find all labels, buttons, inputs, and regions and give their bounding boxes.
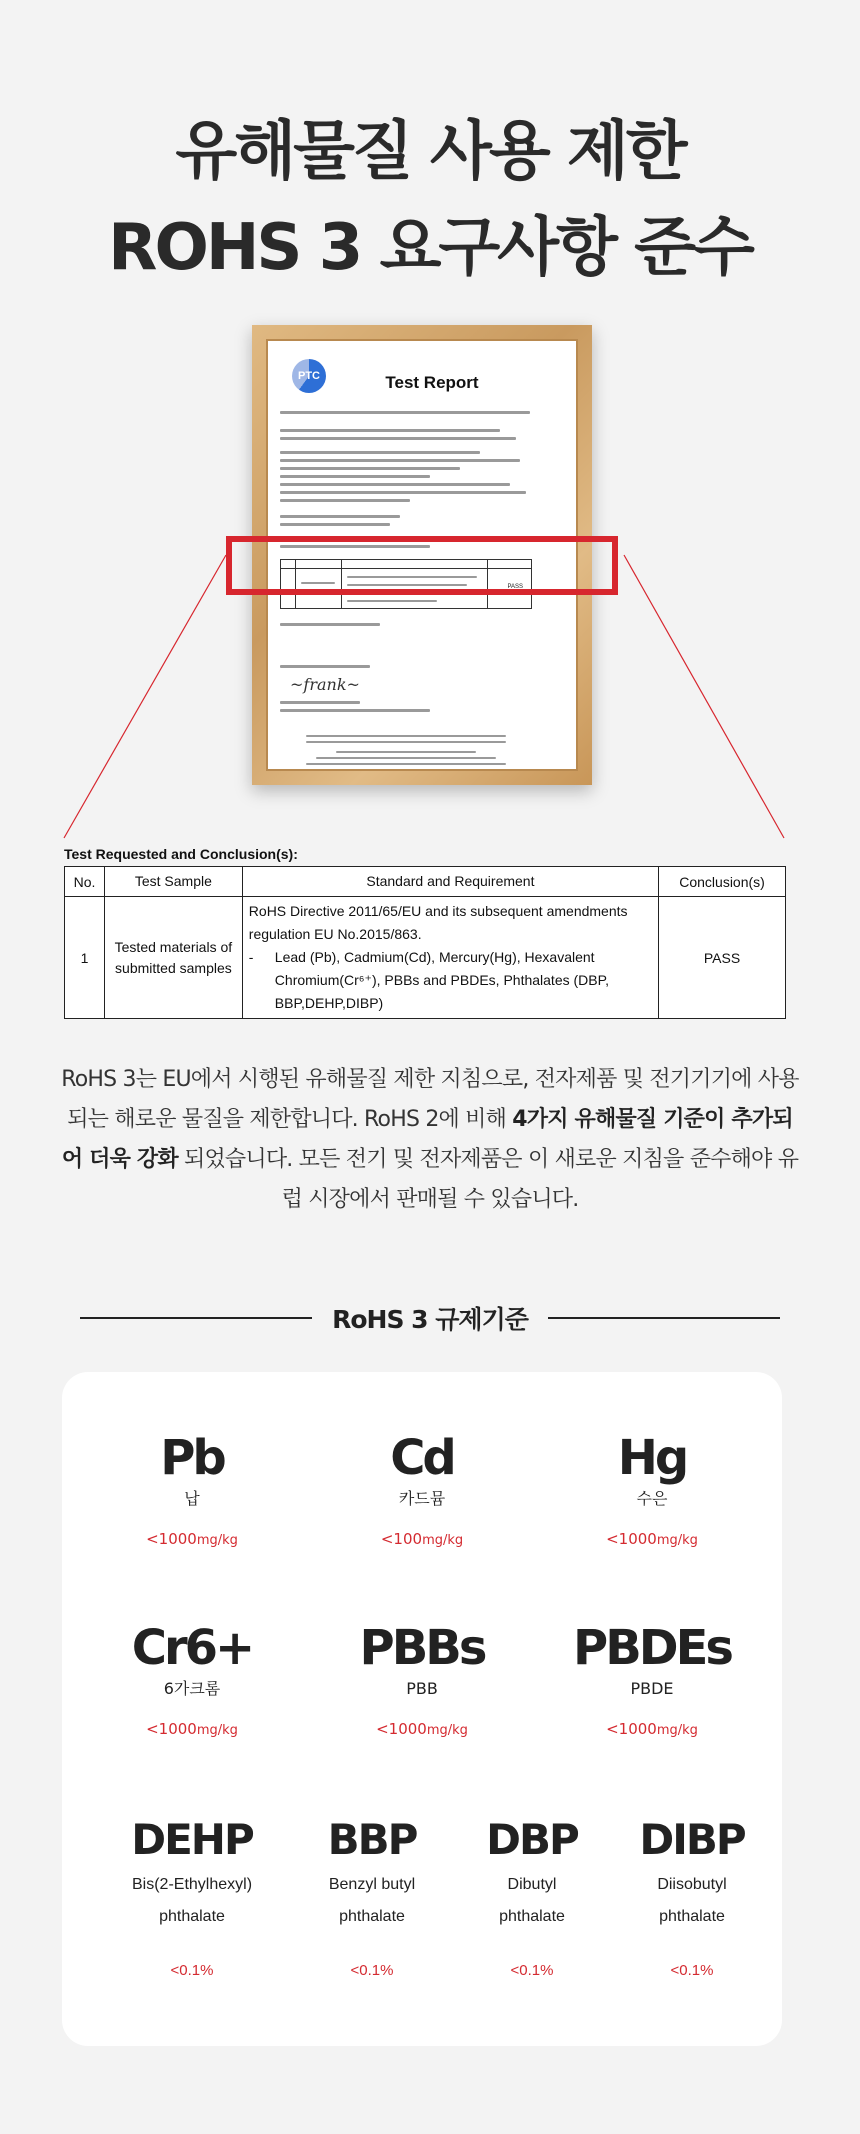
element-name: Diisobutyl [657, 1876, 727, 1893]
conclusion-table [64, 866, 786, 1019]
element-symbol: Cd [390, 1430, 454, 1486]
report-text-line [280, 437, 516, 440]
highlight-box [226, 536, 618, 595]
report-text-line [336, 751, 476, 753]
element-name: 카드뮴 [398, 1489, 446, 1508]
element-limit: <0.1% [510, 1962, 554, 1979]
report-text-line [280, 499, 410, 502]
report-text-line [280, 429, 500, 432]
standard-bullet-text: Lead (Pb), Cadmium(Cd), Mercury(Hg), Hexavalent Chromium(Cr⁶⁺), PBBs and PBDEs, Phthalates (DBP, BBP,DEHP,DIBP) [274, 949, 610, 1011]
element-name: PBB [406, 1679, 438, 1698]
element-limit: <100mg/kg [380, 1530, 464, 1548]
element-name: Dibutyl [507, 1876, 557, 1893]
cell-standard [242, 897, 658, 1019]
element-name: phthalate [499, 1908, 565, 1925]
report-text-line [306, 735, 506, 737]
element-symbol: DEHP [131, 1815, 253, 1864]
description-part-2: 되었습니다. 모든 전기 및 전자제품은 이 새로운 지침을 준수해야 유럽 시장에서 판매될 수 있습니다. [177, 1147, 799, 1212]
element-cd [352, 1430, 492, 1548]
report-text-line [280, 483, 510, 486]
element-symbol: DBP [486, 1815, 578, 1864]
header-standard: Standard and Requirement [242, 867, 658, 897]
report-title: Test Report [385, 373, 479, 392]
bullet-dash: - [248, 949, 254, 965]
element-hg [582, 1430, 722, 1548]
report-text-line [280, 491, 526, 494]
report-text-line [280, 515, 400, 518]
element-name: Benzyl butyl [328, 1876, 416, 1893]
element-name: phthalate [159, 1908, 225, 1925]
element-name: Bis(2-Ethylhexyl) [131, 1876, 253, 1893]
conclusion-section [64, 846, 786, 1019]
headline-line-1: 유해물질 사용 제한 [175, 115, 685, 189]
report-text-line [280, 467, 460, 470]
standard-line: RoHS Directive 2011/65/EU and its subsequent amendments regulation EU No.2015/863. [248, 903, 628, 942]
report-text-line [280, 475, 430, 478]
divider-right [548, 1317, 780, 1319]
divider-left [80, 1317, 312, 1319]
element-name: 수은 [636, 1489, 668, 1508]
element-limit: <0.1% [670, 1962, 714, 1979]
element-symbol: PBBs [359, 1620, 485, 1676]
element-dehp [112, 1812, 272, 1979]
standard-bullet [249, 946, 652, 1015]
element-limit: <1000mg/kg [606, 1530, 698, 1548]
element-cr6 [112, 1620, 272, 1738]
callout-line-left [64, 555, 226, 838]
callout-line-right [624, 555, 784, 838]
report-text-line [280, 459, 520, 462]
report-text-line [280, 701, 360, 704]
element-dibp [617, 1812, 767, 1979]
section-title [80, 1300, 780, 1336]
element-limit: <0.1% [170, 1962, 214, 1979]
element-symbol: PBDEs [573, 1620, 731, 1676]
element-limit: <0.1% [350, 1962, 394, 1979]
element-pb [122, 1430, 262, 1548]
element-symbol: DIBP [639, 1815, 745, 1864]
element-bbp [302, 1812, 442, 1979]
element-name: phthalate [659, 1908, 725, 1925]
report-text-line [306, 763, 506, 765]
report-text-line [280, 665, 370, 668]
signature-mark: ~frank~ [290, 675, 360, 694]
element-limit: <1000mg/kg [146, 1720, 238, 1738]
description-bold: 4가지 유해물질 기준이 추가되어 더욱 강화 [61, 1107, 793, 1172]
element-symbol: Hg [617, 1430, 687, 1486]
element-name: phthalate [339, 1908, 405, 1925]
element-name: 6가크롬 [163, 1679, 221, 1698]
report-text-line [280, 623, 380, 626]
element-pbdes [552, 1620, 752, 1738]
table-header-row [65, 867, 786, 897]
cell-conclusion: PASS [659, 897, 786, 1019]
section-title-label: RoHS 3 규제기준 [332, 1305, 528, 1334]
report-mini-pass: PASS [507, 584, 523, 590]
element-limit: <1000mg/kg [376, 1720, 468, 1738]
report-text-line [280, 523, 390, 526]
report-text-line [306, 741, 506, 743]
element-name: 납 [184, 1489, 200, 1508]
headline-line-2: ROHS 3 요구사항 준수 [108, 211, 752, 285]
element-limit: <1000mg/kg [146, 1530, 238, 1548]
report-text-line [280, 411, 530, 414]
element-symbol: Pb [160, 1430, 224, 1486]
conclusion-title: Test Requested and Conclusion(s): [64, 846, 298, 862]
cell-no: 1 [65, 897, 105, 1019]
table-row [65, 897, 786, 1019]
header-no: No. [65, 867, 105, 897]
element-limit: <1000mg/kg [606, 1720, 698, 1738]
description [60, 1060, 800, 1220]
regulation-card [62, 1372, 782, 2046]
header-conclusion: Conclusion(s) [659, 867, 786, 897]
element-symbol: BBP [327, 1815, 417, 1864]
element-pbbs [332, 1620, 512, 1738]
cell-sample: Tested materials of submitted samples [104, 897, 242, 1019]
report-text-line [280, 451, 480, 454]
report-text-line [316, 757, 496, 759]
element-symbol: Cr6+ [131, 1620, 253, 1676]
element-dbp [462, 1812, 602, 1979]
report-text-line [280, 709, 430, 712]
element-name: PBDE [630, 1679, 674, 1698]
header-test-sample: Test Sample [104, 867, 242, 897]
lab-logo-icon: PTC [292, 359, 326, 393]
description-part-1: RoHS 3는 EU에서 시행된 유해물질 제한 지침으로, 전자제품 및 전기기기에 사용되는 해로운 물질을 제한합니다. RoHS 2에 비해 [61, 1067, 799, 1132]
